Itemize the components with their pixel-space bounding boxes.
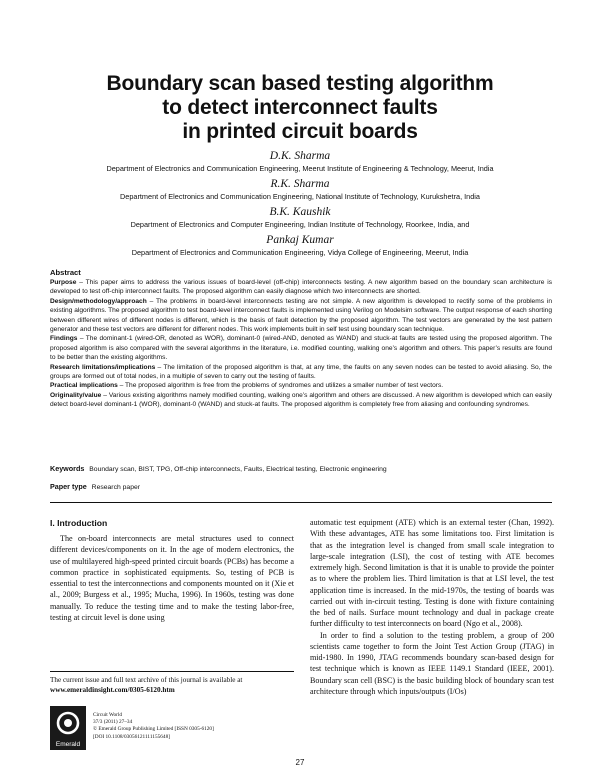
author-name: B.K. Kaushik bbox=[269, 206, 331, 218]
footnote-divider bbox=[50, 671, 294, 672]
abstract-heading: Abstract bbox=[50, 268, 81, 277]
author-affiliation: Department of Electronics and Communication Engineering, Vidya College of Engineering, Meerut, India bbox=[131, 248, 469, 257]
paper-title bbox=[0, 72, 600, 144]
title-line-3: in printed circuit boards bbox=[182, 120, 418, 143]
abstract bbox=[50, 268, 552, 410]
publisher-info bbox=[93, 712, 303, 741]
author-name: R.K. Sharma bbox=[270, 178, 330, 190]
abstract-text: – Various existing algorithms namely modified counting, walking one’s algorithm and others are discussed. A new algorithm is developed which can easily detect board-level dominant-1 (WOR), dominant-0 (WAND) and stuck-at faults. The proposed algorithm is completely free from aliasing and confounding syndromes. bbox=[50, 391, 552, 409]
paper-type-label: Paper type bbox=[50, 482, 87, 491]
copyright: © Emerald Group Publishing Limited [ISSN 0305-6120] bbox=[93, 726, 214, 733]
intro-paragraph: The on-board interconnects are metal structures used to connect different devices/components on it. In the age of modern electronics, the use of multilayered high-speed printed circuit boards (PCBs) has become a common practice in sophisticated equipments. So, testing of PCB is essential to test the interconnections and components mounted on it (Xie et al., 2009; Burgess et al., 1995; Mucha, 1996). In 1960s, testing was done manually. To reduce the testing time and to make the testing labor-free, testing at circuit level is done using bbox=[50, 534, 294, 622]
journal-footnote bbox=[50, 675, 294, 695]
abstract-label: Findings bbox=[50, 335, 78, 343]
paper-type-text: Research paper bbox=[91, 484, 141, 491]
keywords bbox=[50, 464, 552, 475]
abstract-label: Originality/value bbox=[50, 391, 102, 399]
title-line-1: Boundary scan based testing algorithm bbox=[106, 72, 494, 95]
logo-text: Emerald bbox=[55, 741, 81, 748]
abstract-text: – The dominant-1 (wired-OR, denoted as WOR), dominant-0 (wired-AND, denoted as WAND) and stuck-at faults are tested using the proposed algorithm. The proposed algorithm is also compared with the several algorithms in the literature, i.e. modified counting, walking one’s algorithm and others. This paper’s results are found to be better than the existing algorithms. bbox=[50, 335, 552, 362]
author-name: D.K. Sharma bbox=[269, 150, 331, 162]
abstract-label: Design/methodology/approach bbox=[50, 297, 147, 305]
abstract-text: – The limitation of the proposed algorithm is that, at any time, the faults on any seven nodes can be tested to avoid aliasing. So, the groups are formed out of total nodes, in a multiple of seven to carry out the testing of faults. bbox=[50, 363, 552, 381]
section-heading: I. Introduction bbox=[50, 518, 108, 528]
abstract-text: – This paper aims to address the various issues of board-level (off-chip) interconnects testing. A new algorithm based on the boundary scan architecture is developed to test off-chip interconnect faults. The proposed algorithm can easily diagnose which two interconnects are shorted. bbox=[50, 279, 552, 296]
left-column bbox=[50, 517, 294, 623]
right-column bbox=[310, 517, 554, 697]
abstract-limitations bbox=[50, 363, 552, 382]
journal-volume: 37/3 (2011) 27–34 bbox=[93, 719, 133, 726]
keywords-text: Boundary scan, BIST, TPG, Off-chip interconnects, Faults, Electrical testing, Electronic engineering bbox=[89, 466, 387, 473]
journal-url[interactable]: www.emeraldinsight.com/0305-6120.htm bbox=[50, 686, 175, 694]
author-affiliation: Department of Electronics and Communication Engineering, National Institute of Technology, Kurukshetra, India bbox=[120, 192, 480, 201]
footnote-text: The current issue and full text archive of this journal is available at bbox=[50, 676, 243, 684]
intro-paragraph-2: In order to find a solution to the testing problem, a group of 200 scientists came together to form the Joint Test Action Group (JTAG) in mid-1980. In 1990, JTAG recommends boundary scan-based design for test technique which is known as IEEE 1149.1 Standard (IEEE, 2001). Boundary scan cell (BSC) is the basic building block of boundary scan test architecture through which inputs/outputs (I/Os) bbox=[310, 630, 554, 696]
author-affiliation: Department of Electronics and Computer Engineering, Indian Institute of Technology, Roorkee, India, and bbox=[130, 220, 470, 229]
abstract-text: – The proposed algorithm is free from the problems of syndromes and utilizes a smaller number of test vectors. bbox=[117, 382, 444, 390]
keywords-label: Keywords bbox=[50, 464, 85, 473]
doi: [DOI 10.1108/03056121111155648] bbox=[93, 733, 170, 740]
section-divider bbox=[50, 502, 552, 503]
author-list bbox=[30, 146, 570, 258]
emerald-logo-icon bbox=[50, 706, 86, 750]
abstract-design bbox=[50, 297, 552, 335]
emerald-logo bbox=[50, 706, 86, 750]
author-affiliation: Department of Electronics and Communication Engineering, Meerut Institute of Engineering & Technology, Meerut, India bbox=[106, 164, 494, 173]
page-number: 27 bbox=[295, 758, 305, 767]
title-line-2: to detect interconnect faults bbox=[162, 96, 438, 119]
abstract-purpose bbox=[50, 278, 552, 297]
paper-type bbox=[50, 482, 552, 493]
author-name: Pankaj Kumar bbox=[266, 234, 334, 246]
abstract-label: Practical implications bbox=[50, 382, 118, 390]
abstract-originality bbox=[50, 391, 552, 410]
abstract-findings bbox=[50, 334, 552, 362]
intro-paragraph-continued: automatic test equipment (ATE) which is an external tester (Chan, 1992). With these advantages, ATE has some limitations too. First limitation is that as the integration level is changed from small scale integration to large-scale integration (LSI), the cost of testing with ATE becomes extremely high. Second limitation is that it is unable to provide the pointer as to where the problem lies. Third limitation is that at LSI level, the test application time is increased. In the mid-1970s, the testing of boards was carried out with in-circuit testing. Testing is done with fixture containing the bed of nails. Surface mount technology and dual in package create further difficulty to test interconnects on board (Ngo et al., 2008). bbox=[310, 518, 554, 629]
abstract-practical bbox=[50, 381, 552, 390]
abstract-label: Purpose bbox=[50, 279, 77, 286]
abstract-label: Research limitations/implications bbox=[50, 363, 156, 371]
journal-name: Circuit World bbox=[93, 712, 123, 718]
abstract-text: – The problems in board-level interconnects testing are not simple. A new algorithm is developed to rectify some of the problems in existing algorithms. The proposed algorithm to test board-level interconnect faults is implemented using Verilog on Modelsim software. The output response of each shorting between different wires of different nodes is different, which is the basis of fault detection by the proposed algorithm. The test vectors are generated by the test pattern generator and these test vectors are different for different nodes. This work implements built in self test using boundary scan technique. bbox=[50, 297, 552, 334]
